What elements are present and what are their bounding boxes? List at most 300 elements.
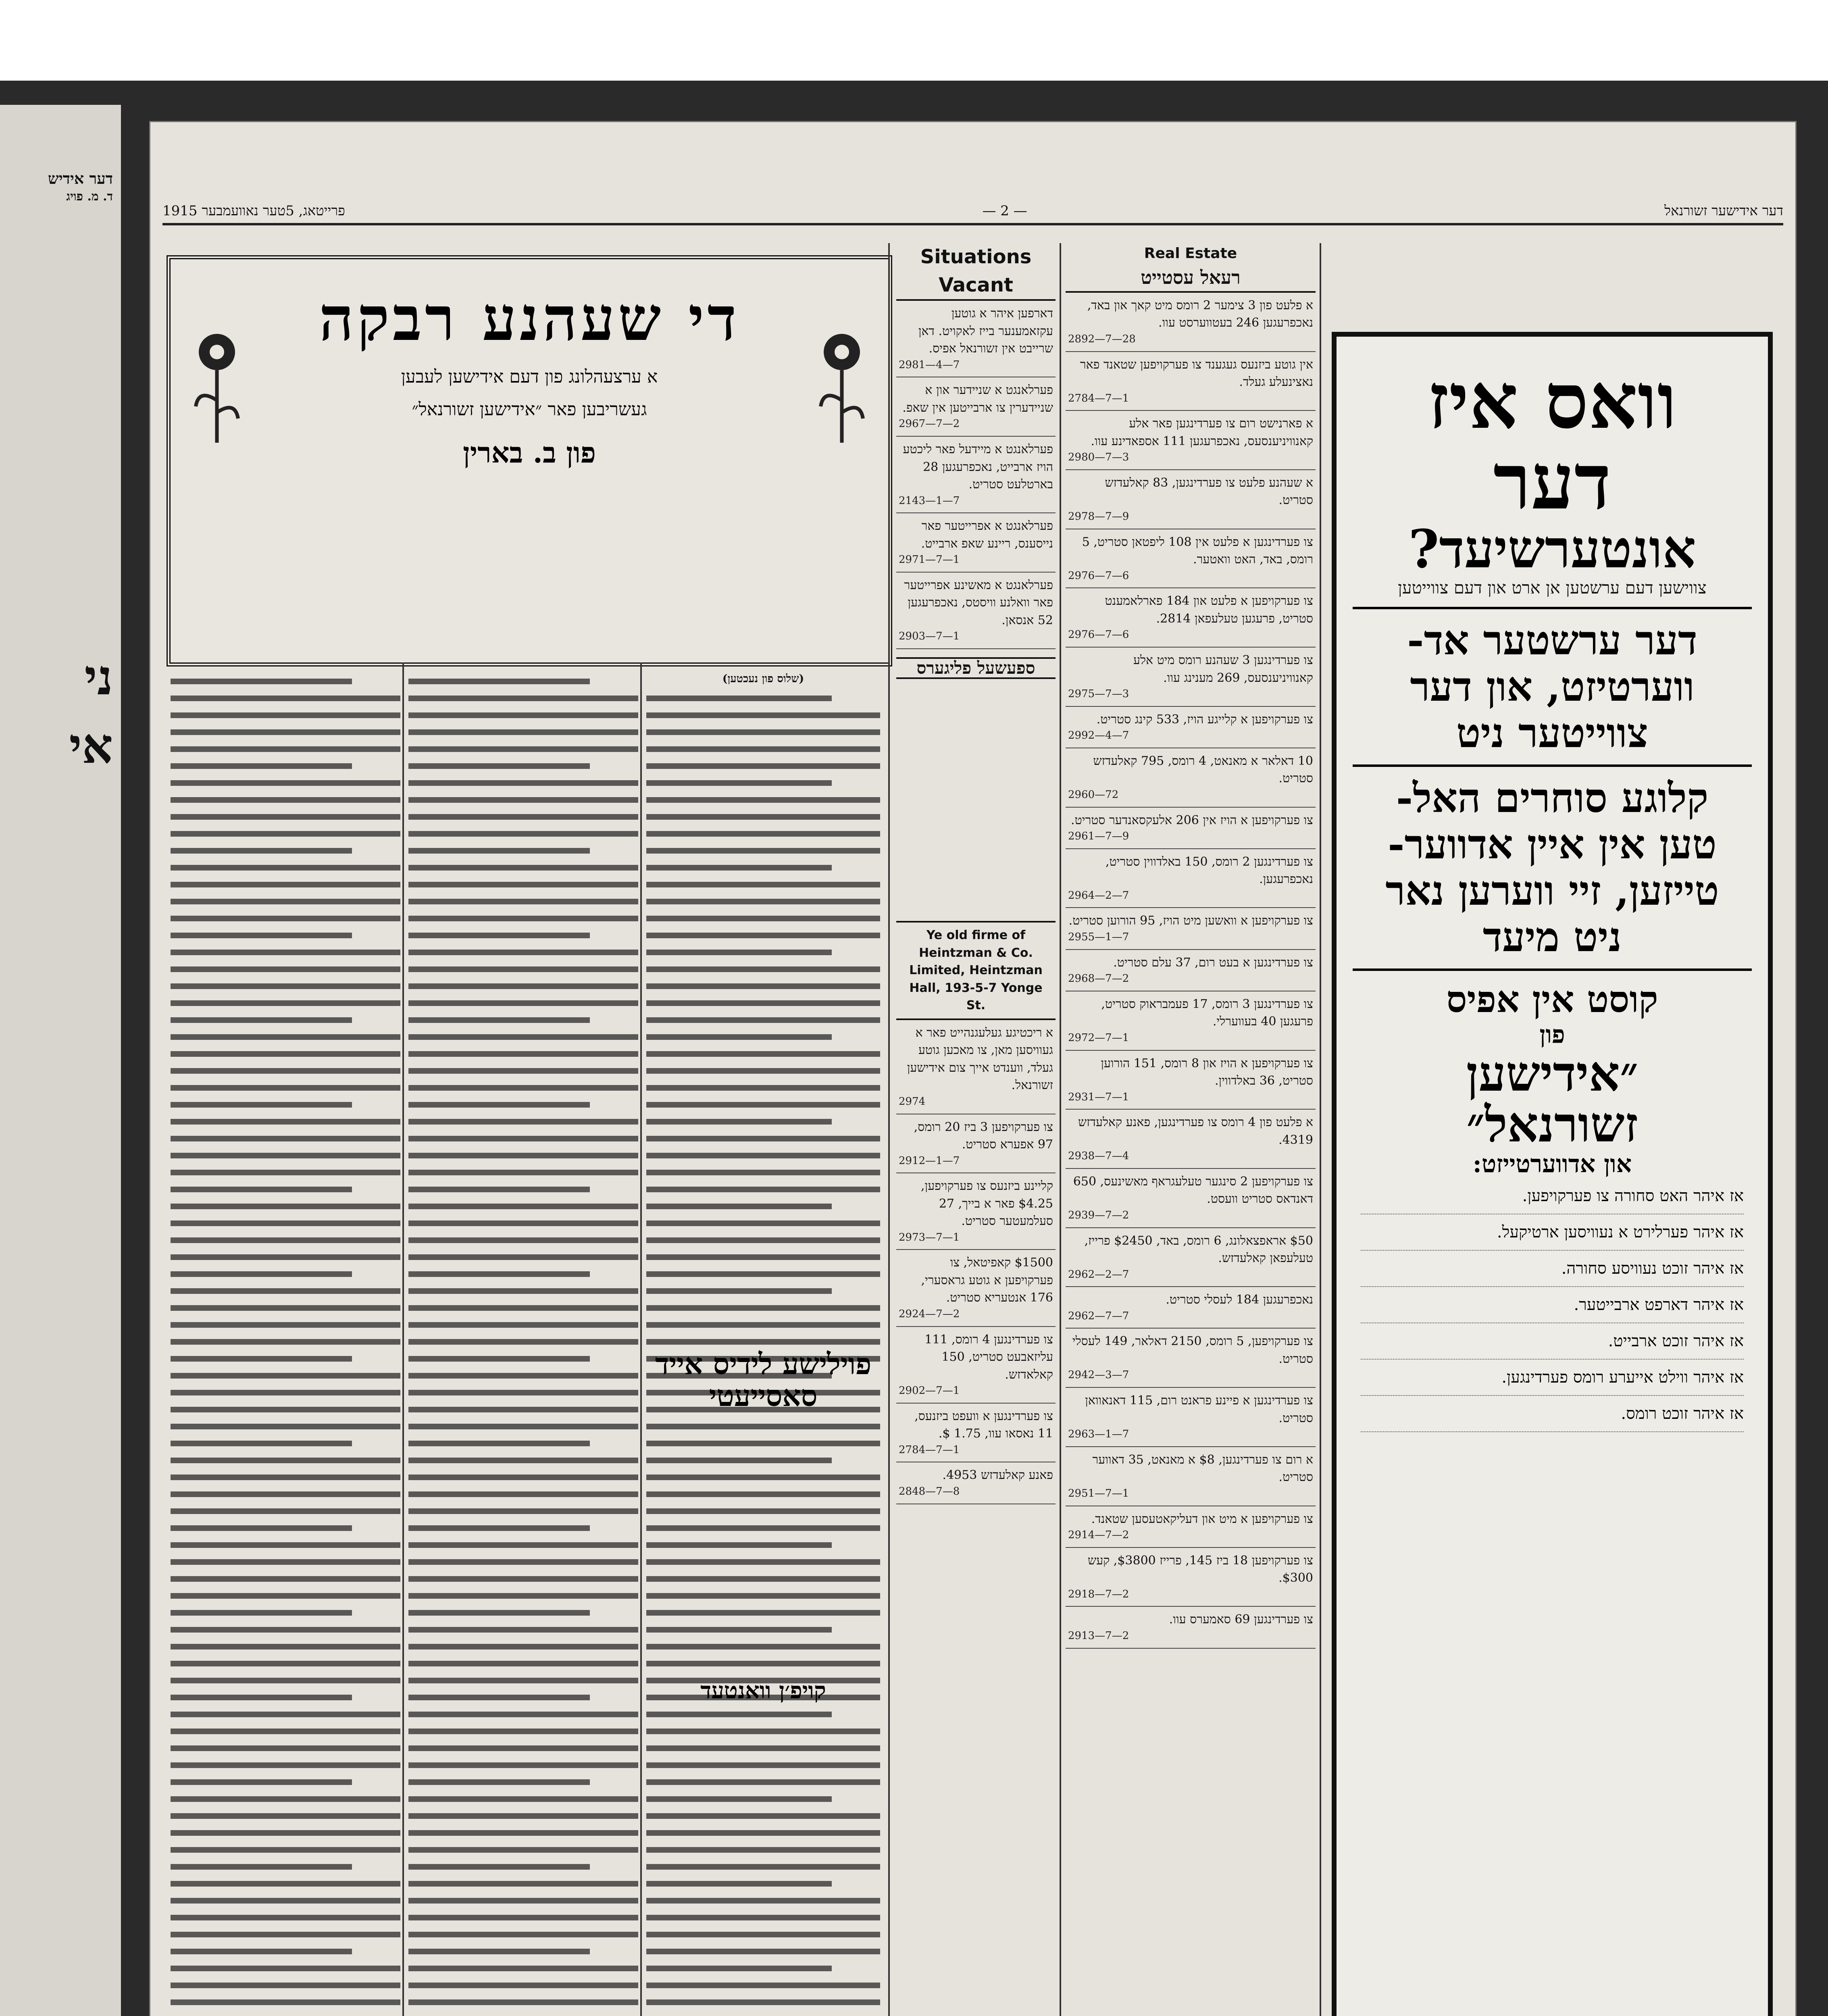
text-line <box>408 1830 638 1836</box>
text-line <box>171 797 400 803</box>
classified-text: פערלאנגט א מיידעל פאר ליכטע הויז ארבייט, נאכפרעגען 28 בארטלעט סטריט. <box>903 442 1053 492</box>
text-line <box>408 679 590 684</box>
text-line <box>408 797 638 803</box>
ad-line-14: ״אידישען <box>1466 1045 1639 1102</box>
text-line <box>646 1475 880 1480</box>
classified-item <box>896 1327 1056 1404</box>
classified-item <box>1066 293 1316 352</box>
classified-ref: 2980—7—3 <box>1068 451 1129 464</box>
text-line <box>171 1729 400 1734</box>
ad-rule <box>1353 968 1752 971</box>
classified-item <box>896 437 1056 513</box>
text-line <box>171 1932 400 1937</box>
situations-heading: Situations Vacant <box>896 243 1056 301</box>
text-line <box>646 1932 880 1937</box>
column-rule <box>402 662 404 2016</box>
text-line <box>171 1881 400 1887</box>
classified-item <box>1066 991 1316 1051</box>
text-line <box>171 1356 352 1362</box>
classified-item <box>896 513 1056 573</box>
classified-text: א פארנישט רום צו פערדינגען פאר אלע קאנוויניענסעס, נאכפרעגען 111 אספאדינע עוו. <box>1091 417 1313 448</box>
text-line <box>408 1288 638 1294</box>
text-line <box>646 1847 880 1853</box>
classified-item <box>1066 849 1316 908</box>
text-line <box>408 1271 590 1277</box>
text-line <box>646 1136 880 1141</box>
classified-text: צו פערקויפען א וואשען מיט הויז, 95 הורוען סטריט. <box>1068 914 1313 928</box>
fragment-4: אי <box>69 718 113 775</box>
text-line <box>171 1712 400 1717</box>
text-line <box>408 1678 638 1683</box>
text-line <box>408 1712 638 1717</box>
classified-item <box>1066 1110 1316 1169</box>
real-estate-column <box>1066 243 1316 1649</box>
text-line <box>646 797 880 803</box>
classified-item <box>1066 1447 1316 1506</box>
text-line <box>646 1813 880 1819</box>
text-line <box>646 1305 880 1311</box>
text-line <box>408 763 590 769</box>
text-line <box>171 1830 400 1836</box>
special-text-block <box>896 679 1056 921</box>
classified-text: צו פערקויפען 2 סינגער טעלעגראף מאשינעס, 650 דאנדאס סטריט וועסט. <box>1073 1174 1313 1206</box>
ad-headline-2: דער <box>1493 436 1611 527</box>
situations-column <box>896 243 1056 1504</box>
text-line <box>408 1813 638 1819</box>
classified-item <box>1066 950 1316 991</box>
text-line <box>171 1949 352 1954</box>
classified-text: $1500 קאפיטאל, צו פערקויפען א גוטע גראסערי, 176 אנטעריא סטריט. <box>921 1256 1053 1305</box>
text-line <box>171 1424 400 1429</box>
newspaper-page <box>149 121 1797 2016</box>
text-line <box>171 1779 352 1785</box>
journal-advertisement <box>1332 332 1773 2016</box>
text-line <box>646 1000 880 1006</box>
story-note: געשריבען פאר ״אידישען זשורנאל״ <box>412 399 647 420</box>
classified-text: צו פערקויפען א קלייגע הויז, 533 קינג סטריט. <box>1096 712 1313 727</box>
classified-text: צו פערקויפען, 5 רומס, 2150 דאלאר, 149 לעסלי סטריט. <box>1072 1334 1313 1366</box>
text-line <box>408 1068 638 1074</box>
text-line <box>408 1559 638 1565</box>
real-estate-heading-yi: רעאל עסטייט <box>1066 264 1316 293</box>
classified-item <box>896 1114 1056 1174</box>
classified-ref: 2914—7—2 <box>1068 1529 1129 1541</box>
text-line <box>171 1864 352 1870</box>
text-line <box>171 1999 400 2005</box>
text-line <box>646 1441 880 1446</box>
text-line <box>171 1034 400 1040</box>
text-line <box>408 983 638 989</box>
ad-line-10: טייזען, זיי ווערען נאר <box>1385 867 1719 915</box>
text-line <box>171 1593 400 1599</box>
classified-ref: 2975—7—3 <box>1068 688 1129 700</box>
story-author: פון ב. בארין <box>463 436 596 469</box>
text-line <box>646 1458 832 1463</box>
text-line <box>646 1796 832 1802</box>
text-line <box>646 1983 880 1988</box>
text-line <box>646 1542 832 1548</box>
ad-bullet: אז איהר ווילט אייערע רומס פערדינגען. <box>1361 1360 1744 1396</box>
text-line <box>408 1627 638 1633</box>
text-line <box>171 1441 352 1446</box>
text-line <box>171 1576 400 1582</box>
fragment-1: דער אידיש <box>48 169 113 187</box>
text-line <box>646 712 880 718</box>
story-title-box <box>167 255 892 666</box>
text-line <box>408 1017 590 1023</box>
text-line <box>646 1339 880 1345</box>
text-line <box>171 1542 400 1548</box>
classified-item <box>1066 1506 1316 1548</box>
text-line <box>171 1068 400 1074</box>
text-line <box>171 1102 352 1108</box>
classified-item <box>1066 1329 1316 1388</box>
text-line <box>408 780 638 786</box>
text-line <box>171 1796 400 1802</box>
classified-text: קליינע ביזנעס צו פערקויפען, $4.25 פאר א בייך, 27 סעלמעטער סטריט. <box>921 1179 1053 1229</box>
text-line <box>171 1610 352 1616</box>
text-line <box>646 1187 880 1192</box>
text-line <box>408 1458 638 1463</box>
classified-ref: 2848—7—8 <box>899 1485 960 1497</box>
classified-item <box>1066 588 1316 648</box>
text-line <box>408 1322 638 1328</box>
text-line <box>408 1915 638 1920</box>
text-line <box>408 1796 638 1802</box>
ad-bullet: אז איהר זוכט ארבייט. <box>1361 1323 1744 1360</box>
classified-text: א פלעט פון 4 רומס צו פערדינגען, פאנע קאלעדזש 4319. <box>1078 1115 1313 1147</box>
flower-ornament-left <box>187 328 247 449</box>
text-line <box>171 780 400 786</box>
text-line <box>646 1017 880 1023</box>
text-line <box>646 1881 832 1887</box>
classified-item <box>1066 1388 1316 1447</box>
text-line <box>171 1271 352 1277</box>
text-line <box>171 1322 400 1328</box>
scan-top-margin <box>0 0 1828 81</box>
text-line <box>408 1542 638 1548</box>
classified-item <box>896 573 1056 649</box>
classified-ref: 2951—7—1 <box>1068 1487 1129 1500</box>
text-line <box>408 1779 590 1785</box>
story-title: די שעהנע רבקה <box>319 283 740 354</box>
story-column-3 <box>171 671 400 2016</box>
text-line <box>408 1407 638 1412</box>
text-line <box>646 696 832 701</box>
text-line <box>171 1390 400 1395</box>
text-line <box>646 1220 880 1226</box>
classified-item <box>1066 529 1316 589</box>
classified-item <box>1066 707 1316 748</box>
text-line <box>646 966 880 972</box>
classified-text: $50 אראפצאלונג, 6 רומס, באד, $2450 פרייז, טעלעפאן קאלעדזש. <box>1084 1233 1313 1266</box>
text-line <box>646 780 832 786</box>
text-line <box>646 916 880 921</box>
ad-bullet: אז איהר זוכט נעוויסע סחורה. <box>1361 1251 1744 1287</box>
text-line <box>171 1085 400 1091</box>
text-line <box>171 1762 400 1768</box>
classified-ref: 2143—1—7 <box>899 494 960 507</box>
story-column-2 <box>408 671 638 2016</box>
text-line <box>646 1729 880 1734</box>
story-text-lines-3 <box>171 671 400 2016</box>
classified-text: צו פערדינגען 69 סאמערס עוו. <box>1169 1612 1313 1627</box>
text-line <box>171 1220 400 1226</box>
text-line <box>408 1898 638 1904</box>
text-line <box>408 1745 638 1751</box>
story-continued: (שלוס פון נעכטען) <box>722 673 804 685</box>
classified-ref: 2964—2—7 <box>1068 889 1129 902</box>
text-line <box>646 1627 832 1633</box>
text-line <box>171 966 400 972</box>
text-line <box>408 1491 638 1497</box>
text-line <box>171 1627 400 1633</box>
text-line <box>171 1491 400 1497</box>
text-line <box>171 1508 400 1514</box>
text-line <box>646 1491 880 1497</box>
text-line <box>171 1983 400 1988</box>
ad-line-13: פון <box>1539 1020 1565 1049</box>
text-line <box>646 763 880 769</box>
text-line <box>646 1525 880 1531</box>
text-line <box>646 814 880 820</box>
text-line <box>646 1051 880 1057</box>
ad-rule <box>1353 764 1752 767</box>
text-line <box>408 1237 638 1243</box>
story-column-1 <box>646 671 880 2016</box>
text-line <box>408 1373 638 1379</box>
text-line <box>646 1864 880 1870</box>
classified-text: צו פערדינגען 3 שעהנע רומס מיט אלע קאנוויניענסעס, 269 מענינג עוו. <box>1133 653 1313 685</box>
classified-item <box>896 301 1056 377</box>
ad-line-8: קלוגע סוחרים האל- <box>1396 774 1709 822</box>
classified-text: צו פערקויפען א פלעט און 184 פארלאמענט סטריט, פרעגען טעלעפאן 2814. <box>1105 594 1313 626</box>
text-line <box>171 933 352 938</box>
classified-item <box>1066 470 1316 529</box>
ad-line-6: ווערטיזט, און דער <box>1410 663 1695 711</box>
text-line <box>646 1915 880 1920</box>
text-line <box>646 1271 880 1277</box>
classified-item <box>896 377 1056 437</box>
column-rule <box>888 243 890 2016</box>
heintzman-heading: Ye old firme of Heintzman & Co. Limited, Heintzman Hall, 193-5-7 Yonge St. <box>896 921 1056 1020</box>
classified-item <box>1066 1228 1316 1287</box>
text-line <box>171 746 400 752</box>
wanted-heading: קויפ׳ן וואנטעד <box>700 1677 826 1704</box>
text-line <box>408 1187 590 1192</box>
classified-text: פערלאנגט א שניידער און א שניידערין צו ארבייטען אין שאפ. <box>902 383 1053 415</box>
text-line <box>171 1898 400 1904</box>
text-line <box>408 746 638 752</box>
text-line <box>171 1136 400 1141</box>
classified-item <box>1066 1169 1316 1228</box>
classified-text: צו פערקויפען א הויז אין 206 אלעקסאנדער סטריט. <box>1071 813 1313 827</box>
text-line <box>646 1508 880 1514</box>
text-line <box>408 1085 638 1091</box>
text-line <box>171 1661 400 1666</box>
text-line <box>171 1051 400 1057</box>
text-line <box>408 1220 638 1226</box>
text-line <box>408 966 638 972</box>
story-text-lines-2 <box>408 671 638 2016</box>
column-rule <box>1060 243 1061 2016</box>
text-line <box>646 848 880 854</box>
text-line <box>408 729 638 735</box>
text-line <box>171 865 400 871</box>
text-line <box>646 1559 880 1565</box>
classified-ref: 2978—7—9 <box>1068 510 1129 523</box>
classified-ref: 2961—7—9 <box>1068 830 1129 843</box>
text-line <box>171 1644 400 1649</box>
classified-item <box>896 1173 1056 1250</box>
classified-item <box>896 1020 1056 1114</box>
text-line <box>408 814 638 820</box>
classified-ref: 2913—7—2 <box>1068 1629 1129 1642</box>
text-line <box>408 1000 638 1006</box>
classified-ref: 2942—3—7 <box>1068 1369 1129 1381</box>
classified-ref: 2981—4—7 <box>899 358 960 371</box>
text-line <box>646 983 880 989</box>
classified-ref: 2973—7—1 <box>899 1231 960 1243</box>
text-line <box>646 1034 832 1040</box>
text-line <box>408 1610 590 1616</box>
situations-list <box>896 301 1056 649</box>
classified-item <box>1066 352 1316 411</box>
text-line <box>646 1119 832 1125</box>
running-head-page: — 2 — <box>982 203 1027 219</box>
classified-ref: 2931—7—1 <box>1068 1091 1129 1103</box>
running-head-paper: דער אידישער זשורנאל <box>1664 203 1783 219</box>
text-line <box>646 1644 880 1649</box>
running-head <box>162 199 1783 225</box>
text-line <box>646 1830 880 1836</box>
text-line <box>408 1204 638 1209</box>
text-line <box>646 899 880 904</box>
text-line <box>408 1390 638 1395</box>
text-line <box>408 848 590 854</box>
text-line <box>646 1949 880 1954</box>
text-line <box>408 1983 638 1988</box>
text-line <box>171 899 400 904</box>
classified-item <box>1066 411 1316 470</box>
classified-ref: 2967—7—2 <box>899 418 960 430</box>
classified-text: צו פערדינגען א פלעט אין 108 ליפטאן סטריט, 5 רומס, באד, האט וואטער. <box>1082 535 1313 567</box>
classified-item <box>896 1462 1056 1504</box>
ad-line-16: און אדווערטייזט: <box>1472 1150 1632 1178</box>
text-line <box>408 1847 638 1853</box>
text-line <box>408 1305 638 1311</box>
text-line <box>646 1237 880 1243</box>
classified-ref: 2992—4—7 <box>1068 729 1129 742</box>
text-line <box>408 1475 638 1480</box>
text-line <box>408 696 638 701</box>
text-line <box>171 814 400 820</box>
text-line <box>171 1204 400 1209</box>
ad-bullet: אז איהר פערלירט א נעוויסען ארטיקעל. <box>1361 1214 1744 1251</box>
text-line <box>171 1915 400 1920</box>
classified-ref: 2962—7—7 <box>1068 1310 1129 1322</box>
text-line <box>646 746 880 752</box>
text-line <box>171 983 400 989</box>
text-line <box>171 1119 400 1125</box>
text-line <box>646 1424 880 1429</box>
text-line <box>408 1949 590 1954</box>
text-line <box>408 1441 590 1446</box>
text-line <box>408 831 638 837</box>
text-line <box>646 865 832 871</box>
classified-ref: 2912—1—7 <box>899 1154 960 1167</box>
ad-headline-3: אונטערשיעד? <box>1408 518 1696 580</box>
text-line <box>408 1525 590 1531</box>
text-line <box>171 729 400 735</box>
classified-ref: 2938—7—4 <box>1068 1150 1129 1162</box>
classified-item <box>1066 1287 1316 1329</box>
text-line <box>408 1153 638 1158</box>
classified-text: צו פערקויפען 18 ביז 145, פרייז $3800, קעש $300. <box>1087 1553 1313 1585</box>
ad-line-11: ניט מיעד <box>1482 913 1622 961</box>
text-line <box>646 1153 880 1158</box>
text-line <box>646 1288 832 1294</box>
text-line <box>646 950 832 955</box>
ladies-society-heading: פוילישע לידיס אייד סאסייעטי <box>655 1347 872 1413</box>
text-line <box>408 1864 590 1870</box>
classified-ref: 2924—7—2 <box>899 1308 960 1320</box>
text-line <box>171 1000 400 1006</box>
text-line <box>408 950 638 955</box>
classified-text: א ריכטיגע געלעגנהייט פאר א געוויסען מאן, צו מאכען גוטע געלד, ווענדט אייך צום אידישען זשורנאל. <box>907 1025 1053 1093</box>
classified-text: 10 דאלאר א מאנאט, 4 רומס, 795 קאלעדזש סטריט. <box>1093 754 1313 786</box>
classified-text: צו פערקויפען 3 ביז 20 רומס, 97 אפערא סטריט. <box>914 1120 1053 1152</box>
classified-ref: 2976—7—6 <box>1068 569 1129 582</box>
text-line <box>408 712 638 718</box>
classified-item <box>896 1250 1056 1327</box>
classified-ref: 2902—7—1 <box>899 1385 960 1397</box>
classified-text: צו פערדינגען א וועפט ביזנעס, 11 נאסאו עוו, 1.75 $. <box>914 1409 1053 1441</box>
classified-text: צו פערדינגען 3 רומס, 17 פעמבראוק סטריט, פרעגען 40 בעווערלי. <box>1101 997 1313 1029</box>
classified-item <box>1066 808 1316 849</box>
text-line <box>171 696 400 701</box>
ad-line-9: טען אין איין אדווער- <box>1388 821 1717 868</box>
text-line <box>171 950 400 955</box>
text-line <box>171 1017 352 1023</box>
text-line <box>171 1458 400 1463</box>
text-line <box>646 1745 880 1751</box>
classified-item <box>1066 908 1316 950</box>
text-line <box>646 1576 880 1582</box>
classified-ref: 2962—2—7 <box>1068 1268 1129 1281</box>
text-line <box>646 1898 880 1904</box>
classified-item <box>896 1404 1056 1463</box>
ad-bullet: אז איהר דארפט ארבייטער. <box>1361 1287 1744 1323</box>
classified-ref: 2963—1—7 <box>1068 1428 1129 1441</box>
text-line <box>171 1847 400 1853</box>
text-line <box>171 712 400 718</box>
text-line <box>171 1373 400 1379</box>
text-line <box>408 1593 638 1599</box>
text-line <box>408 882 638 887</box>
text-line <box>171 882 400 887</box>
text-line <box>646 1999 880 2005</box>
classified-item <box>1066 1051 1316 1110</box>
text-line <box>646 1610 880 1616</box>
real-estate-heading-en: Real Estate <box>1144 245 1237 262</box>
text-line <box>408 1424 638 1429</box>
ad-bullet: אז איהר זוכט רומס. <box>1361 1396 1744 1432</box>
column-rule <box>1320 243 1321 2016</box>
classified-ref: 2903—7—1 <box>899 630 960 643</box>
classified-ref: 2955—1—7 <box>1068 931 1129 943</box>
fragment-2: ד. מ. פויג <box>66 190 113 204</box>
